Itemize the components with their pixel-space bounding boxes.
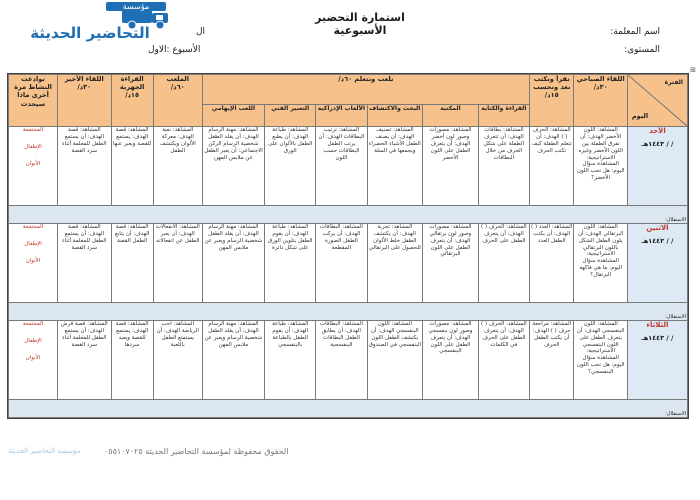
plan-table [8,74,688,418]
day-row [9,320,688,399]
activity-cell[interactable] [367,320,423,399]
column-header [9,75,58,127]
activity-cell[interactable] [316,223,367,302]
activity-cell[interactable] [574,223,627,302]
activity-text: المشاهد: نعبة الهدف: معركة الألوان ويكتشف الطفل [159,127,196,154]
activity-text: المشاهد: مصورات وصور لون برتقالي الهدف: أن يتعرف الطفل على اللون البرتقالي [429,223,472,258]
activity-cell[interactable] [202,223,264,302]
activity-text: المشاهد: قصة الهدف: يستمع للقصة ويعبر عنها [113,127,152,147]
day-cell [627,223,687,302]
activity-text: المشاهد: العدد ( ) الهدف: أن يكتب الطفل العدد [531,223,573,244]
day-cell [627,320,687,399]
activity-text: المشاهد: الحرف ( ) الهدف: أن يتعرف الطفل على الحرف [481,223,527,244]
activity-text: المشاهد: مصورات وصور لون أخضر الهدف: أن يتعرف الطفل على اللون الأخضر [429,127,472,161]
activity-text: المشاهد: طباعة الهدف: أن يقوم الطفل بتلوين الورق على شكل دائرة [267,223,313,251]
move-handle-icon[interactable]: ⊞ [690,66,696,74]
activity-cell[interactable] [478,127,529,206]
column-duration: ١٥د/ [125,91,140,100]
subcolumn-header: التعبير الفني [265,105,316,127]
activity-cell[interactable] [316,127,367,206]
activity-text: المشاهد: الانفعالات الهدف: أن يعبر الطفل عن انفعالاته [155,223,200,244]
day-date: / / ١٤٤٣هـ [641,333,674,342]
day-name: الأحد [649,127,666,135]
day-name: الثلاثاء [646,320,669,329]
notes-band [9,303,688,321]
activity-text: المشاهد: قصة الهدف: أن يستمع الطفل للمعلمة أثناء سرد القصة [62,223,107,251]
notes-band-cell[interactable]: الاستقلال: [9,303,688,321]
reflection-label: الإطفال [24,143,42,150]
reflection-label: الإطفال [24,337,42,344]
reflection-label: المجتمعة [22,127,44,133]
brand-tag: مؤسسة [106,2,166,11]
activity-text: المشاهد: قصة الهدف: يستمع للقصة ويعيد سردها [115,320,149,348]
reflection-label: الإطفال [24,240,42,247]
notes-band-cell[interactable]: الاستقلال: [9,400,688,418]
activity-cell[interactable] [529,320,574,399]
activity-cell[interactable] [423,127,479,206]
column-duration: ١٥د/ [544,91,559,100]
column-title: القراءة الجهرية [119,75,145,92]
activity-cell[interactable] [265,127,316,206]
activity-cell[interactable] [111,320,153,399]
period-day-corner [627,75,687,127]
reflection-label: المجتمعة [22,223,44,230]
brand-logo [2,2,178,46]
activity-cell[interactable] [423,223,479,302]
activity-cell[interactable] [153,320,202,399]
day-date: / / ١٤٤٣هـ [641,236,674,245]
activity-text: المشاهد: قصة قرش الهدف: أن يستمع الطفل للمعلمة أثناء سرد القصة [60,320,108,348]
reflection-label: المجتمعة [22,320,44,327]
activity-cell[interactable] [367,223,423,302]
day-row [9,223,688,302]
activity-text: المشاهد: البطاقات الهدف: أن يركب الطفل الصورة المقطعة [319,223,363,251]
activity-text: المشاهد: الحرف ( ) الهدف: أن يتعرف الطفل على الحرف في الكلمات [481,320,527,348]
subcolumn-header: اللعب الإيهامي [202,105,264,127]
header-row [9,75,688,105]
day-date: / / ١٤٤٣هـ [641,139,674,148]
week-label: الأسبوع :الاول [148,45,201,55]
reflection-cell[interactable] [9,127,58,206]
column-title: نقرأ ونكتب نعد ونحسب [533,75,571,92]
activity-text: المشاهد: قصة الهدف: أن يتابع الطفل القصة [114,223,150,244]
activity-cell[interactable] [111,127,153,206]
activity-cell[interactable] [529,127,574,206]
column-title: الملعب [166,75,190,83]
column-duration: ٦٠د/ [170,83,185,92]
plan-sheet [7,73,689,419]
activity-cell[interactable] [265,223,316,302]
column-header [574,75,627,127]
activity-text: المشاهد: اللون البنفسجي الهدف: أن يتعرف الطفل على اللون البنفسجي الاستراتيجية: المشاهدة سؤال اليوم: هل تحب اللون البنفسجي؟ [576,320,625,376]
day-cell [627,127,687,206]
activity-text: المشاهد: مهنة الرسام الهدف: أن يقلد الطفل شخصية الرسام ويعبر عن ملابس المهن [204,320,263,348]
activity-cell[interactable] [574,320,627,399]
brand-name: التحاضير الحديثة [30,24,150,42]
activity-cell[interactable] [265,320,316,399]
column-header [58,75,111,127]
activity-text: المشاهد: قصة الهدف: أن يستمع الطفل للمعلمة أثناء سرد القصة [62,127,107,154]
activity-text: المشاهد: تصنيف الهدف: أن يصنف الطفل الأشياء الخضراء ويجمعها في السلة [368,127,421,154]
activity-text: المشاهد: مصورات وصور لون بنفسجي الهدف: أن يتعرف الطفل على اللون البنفسجي [428,320,473,355]
reflection-cell[interactable] [9,223,58,302]
activity-text: المشاهد: اللون البنفسجي الهدف: أن يكتشف الطفل اللون البنفسجي في الصندوق [368,320,422,348]
activity-cell[interactable] [367,127,423,206]
activity-text: المشاهد: مهنة الرسام الهدف: أن يقلد الطفل شخصية الرسام الركن الاجتماعي: أن يعبر الطفل عن ملابس المهن [204,127,263,161]
watermark: مؤسسة التحاضير الحديثة [8,447,81,455]
group-header-play-learn: نلعب ونتعلم ٦٠د/ [202,75,529,105]
column-title: توادعت النشاط مرة أخرى ماذا سيحدث [14,75,52,108]
subcolumn-header: البحث والاكتشاف [367,105,423,127]
column-header [153,75,202,127]
column-header [111,75,153,127]
notes-band-cell[interactable]: الاستقلال: [9,206,688,224]
activity-text: المشاهد: بطاقات الهدف: أن تتعرف الطفلة على شكل الحرف من خلال البطاقات [483,127,524,161]
activity-text: المشاهد: طباعة الهدف: أن يطبع الطفل بالألوان على الورق [268,127,313,154]
subcolumn-header: المكتبة [423,105,479,127]
activity-cell[interactable] [478,223,529,302]
activity-cell[interactable] [316,320,367,399]
reflection-label: الأنوان [25,354,41,361]
activity-cell[interactable] [111,223,153,302]
corner-period-label: الفترة [664,79,683,86]
column-duration: ٣٠د/ [77,83,92,92]
page-title: استمارة التحضير الأسبوعية [315,11,405,37]
activity-text: المشاهد: اللون البرتقالي الهدف: أن يلون الطفل الشكل باللون البرتقالي الاستراتيجية: المشاهدة سؤال اليوم: ما هي فاكهة البرتقال؟ [577,223,624,279]
activity-text: المشاهد: ترتيب البطاقات الهدف: أن يرتب الطفل البطاقات حسب اللون [318,127,365,161]
activity-text: المشاهد: طباعة الهدف: أن يقوم الطفل بالطباعة بالبنفسجي [272,320,309,348]
activity-cell[interactable] [153,127,202,206]
column-duration: ٣٠د/ [593,83,608,92]
reflection-cell[interactable] [9,320,58,399]
activity-cell[interactable] [478,320,529,399]
activity-cell[interactable] [423,320,479,399]
activity-cell[interactable] [58,127,111,206]
subcolumn-header: القراءة والكتابة [478,105,529,127]
day-name: الاثنين [646,223,669,232]
level-label: المستوى: [624,45,660,55]
subcolumn-header: الألعاب الإدراكية [316,105,367,127]
day-row [9,127,688,206]
activity-text: المشاهد: مهنة الرسام الهدف: أن يقلد الطفل شخصية الرسام ويعبر عن ملابس المهن [204,223,263,251]
column-header [529,75,574,127]
activity-cell[interactable] [202,320,264,399]
activity-cell[interactable] [153,223,202,302]
reflection-label: الأنوان [25,160,41,167]
activity-text: المشاهد: اللون الأخضر الهدف: أن تفرق الطفلة بين اللون الأخضر وغيره الاستراتيجية: المشاهدة سؤال اليوم: هل تحب اللون الأخضر؟ [576,127,625,182]
activity-cell[interactable] [529,223,574,302]
teacher-label: اسم المعلمة: [610,27,660,37]
column-title: اللقاء الصباحي [576,75,625,83]
column-title: اللقاء الأخير [64,75,104,83]
activity-cell[interactable] [202,127,264,206]
activity-text: المشاهد: البطاقات الهدف: أن يطابق الطفل البطاقات البنفسجية [319,320,363,348]
corner-day-label: اليوم [631,111,649,120]
activity-cell[interactable] [58,320,111,399]
school-label: ال [196,27,206,37]
reflection-label: الأنوان [25,257,41,264]
notes-band [9,400,688,418]
activity-cell[interactable] [58,223,111,302]
activity-text: المشاهد: تجربة الهدف: أن يكتشف الطفل خلط الألوان للحصول على البرتقالي [368,223,421,251]
activity-text: المشاهد: أحب الرياضة الهدف: أن يستمتع الطفل باللعبة [156,320,199,348]
notes-band [9,206,688,224]
activity-cell[interactable] [574,127,627,206]
footer-copyright: الحقوق محفوظة لمؤسسة التحاضير الحديثة ٠٥٥١٠٧٠٢٥ [104,447,289,456]
activity-text: المشاهد: الحرف ( ) الهدف: أن تتعلم الطفلة كيف تكتب الحرف [531,127,572,154]
activity-text: المشاهد: مراجعة حرف ( ) الهدف: أن يكتب الطفل الحرف [532,320,572,348]
